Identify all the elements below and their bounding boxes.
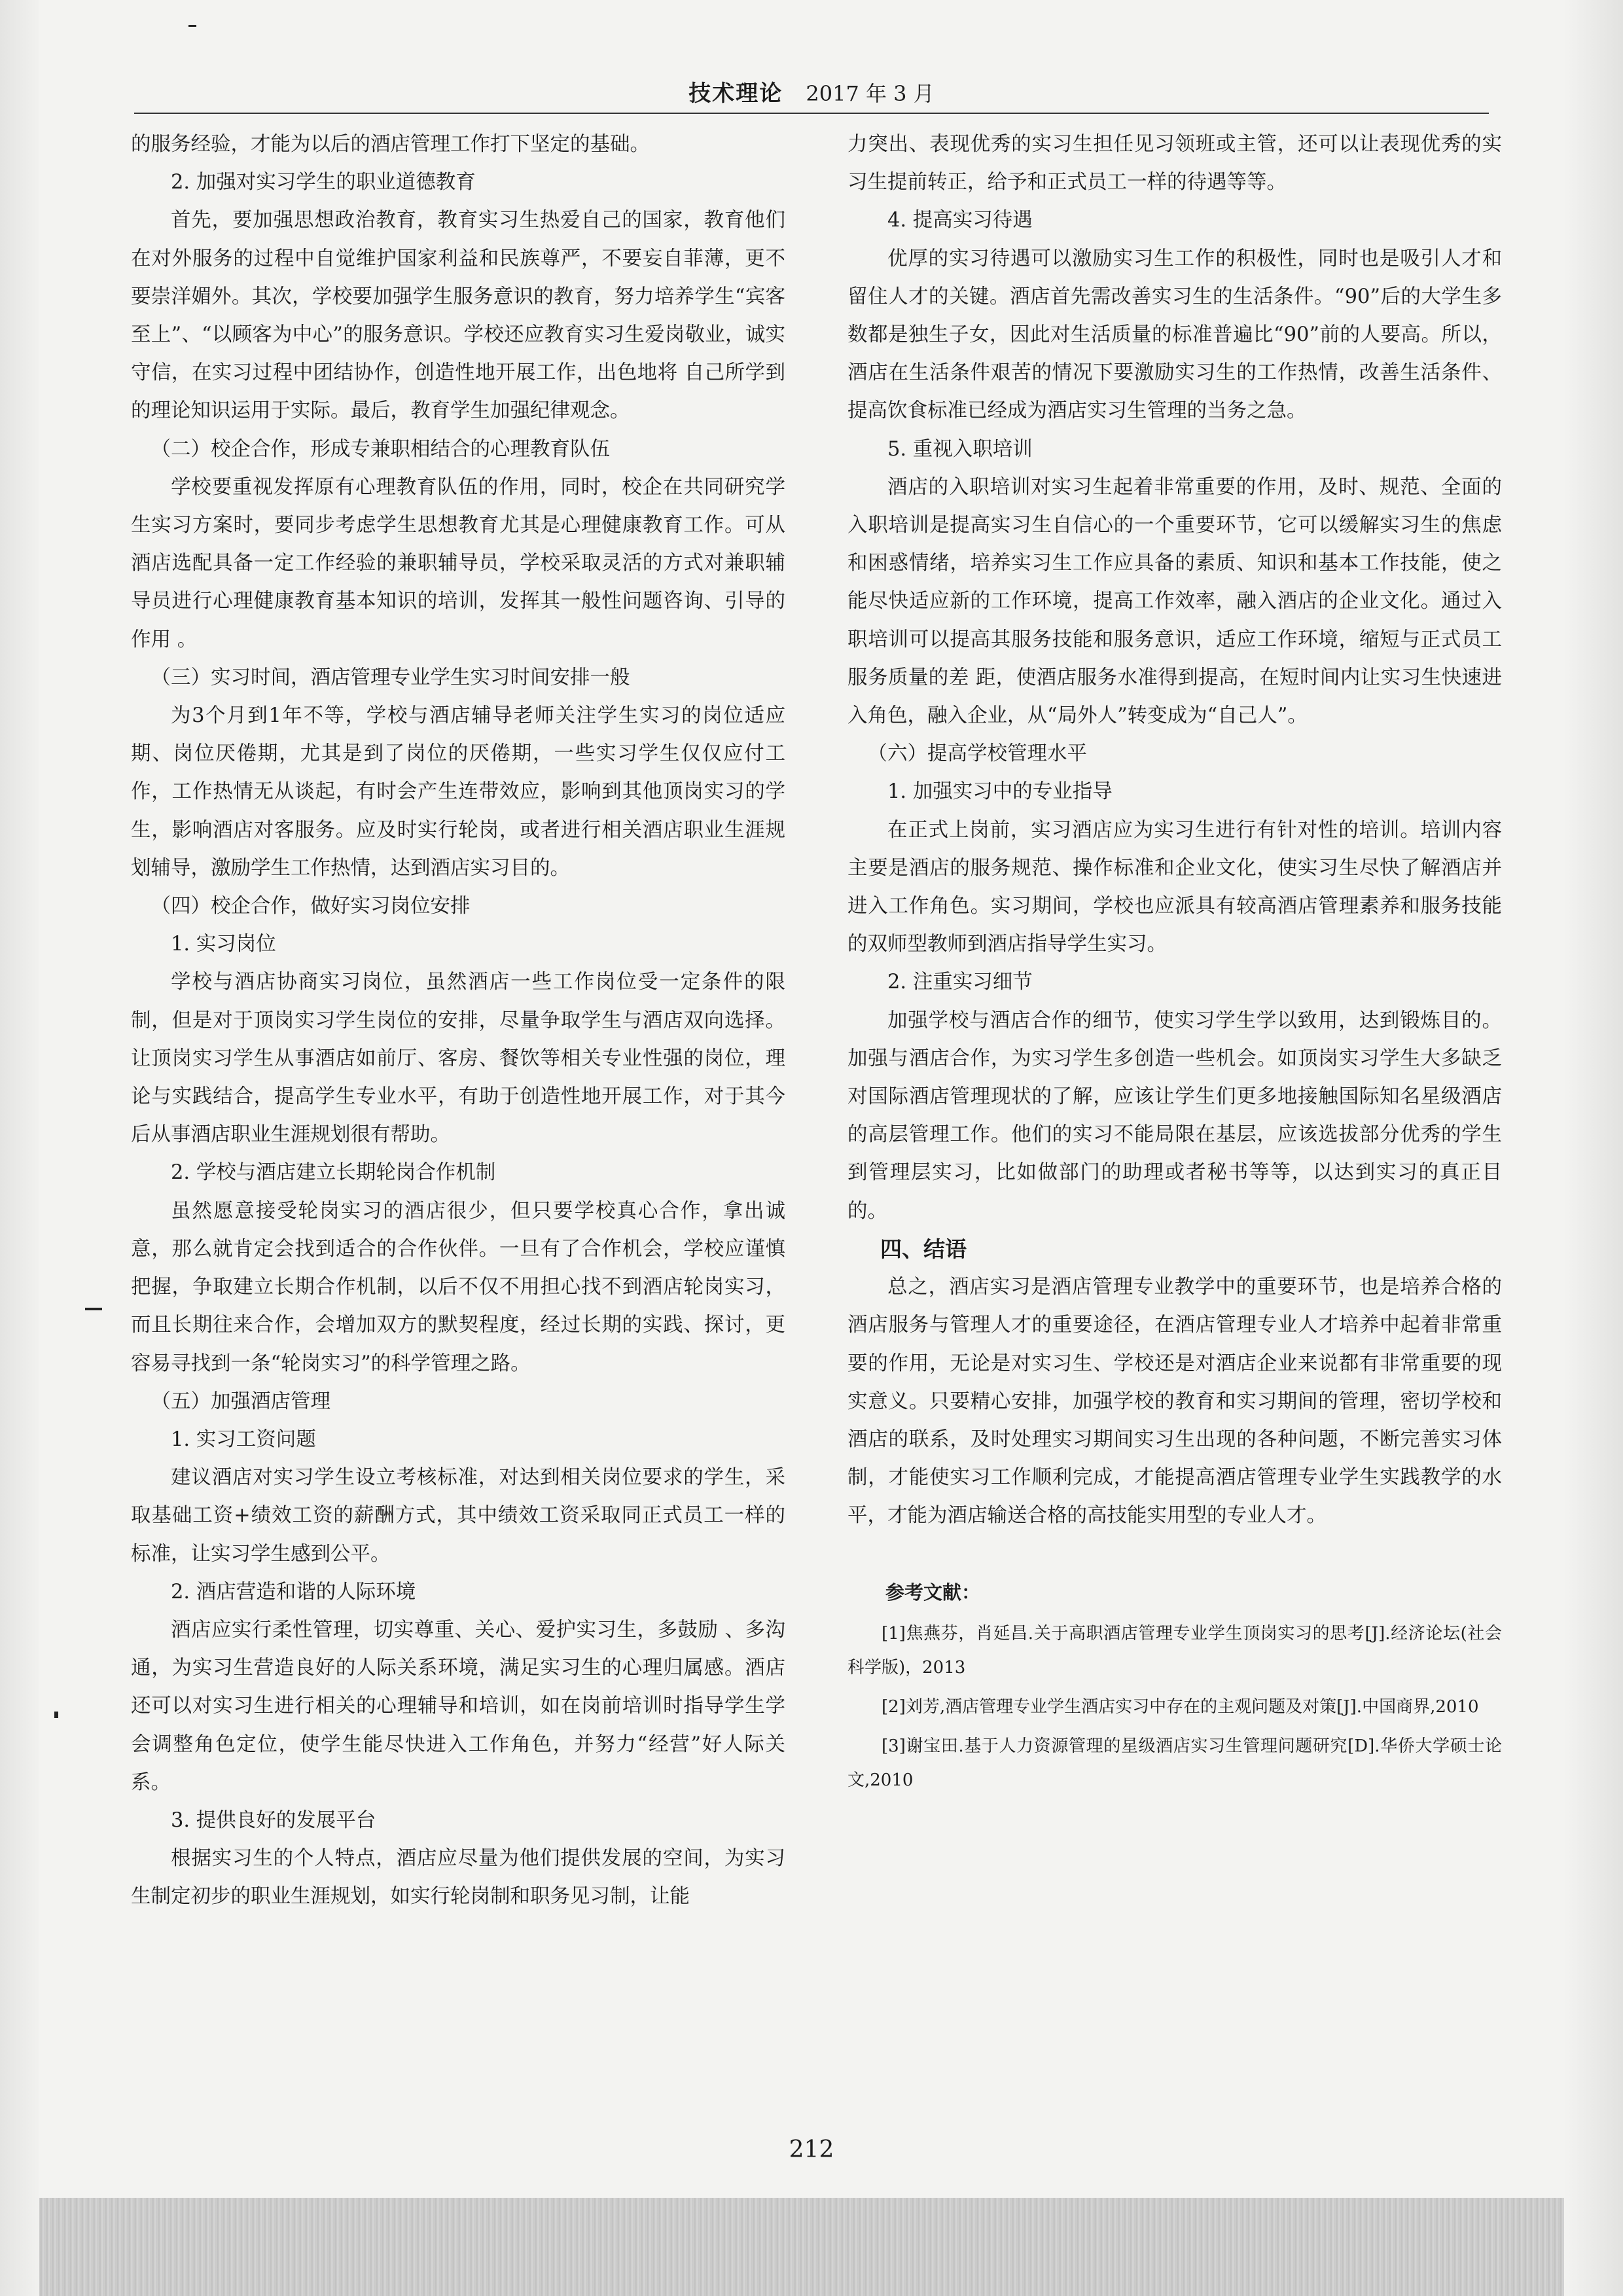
scan-speck [188,25,196,27]
subsection-heading: 1. 实习工资问题 [171,1427,316,1451]
body-paragraph: 总之，酒店实习是酒店管理专业教学中的重要环节，也是培养合格的酒店服务与管理人才的重要途径，在酒店管理专业人才培养中起着非常重要的作用，无论是对实习生、学校还是对酒店企业来说都有非常重要的现实意义。只要精心安排，加强学校的教育和实习期间的管理，密切学校和酒店的联系，及时处理实习期间实习生出现的各种问题，不断完善实习体制，才能使实习工作顺利完成，才能提高酒店管理专业学生实践教学的水平，才能为酒店输送合格的高技能实用型的专业人才。 [847,1276,1502,1528]
body-paragraph: 学校要重视发挥原有心理教育队伍的作用，同时，校企在共同研究学生实习方案时，要同步考虑学生思想教育尤其是心理健康教育工作。可从酒店选配具备一定工作经验的兼职辅导员，学校采取灵活的方式对兼职辅导员进行心理健康教育基本知识的培训，发挥其一般性问题咨询、引导的作用 。 [131,475,785,651]
subsection-heading: 3. 提供良好的发展平台 [171,1808,376,1832]
reference-item: [1]焦燕芬，肖延昌.关于高职酒店管理专业学生顶岗实习的思考[J].经济论坛(社会科学版)，2013 [847,1623,1502,1677]
body-paragraph: 虽然愿意接受轮岗实习的酒店很少，但只要学校真心合作，拿出诚意，那么就肯定会找到适合的合作伙伴。一旦有了合作机会，学校应谨慎把握，争取建立长期合作机制，以后不仅不用担心找不到酒店轮岗实习，而且长期往来合作，会增加双方的默契程度，经过长期的实践、探讨，更容易寻找到一条“轮岗实习”的科学管理之路。 [131,1199,785,1375]
subsection-heading: 2. 酒店营造和谐的人际环境 [171,1580,416,1604]
body-paragraph: 加强学校与酒店合作的细节，使实习学生学以致用，达到锻炼目的。加强与酒店合作，为实习学生多创造一些机会。如顶岗实习学生大多缺乏对国际酒店管理现状的了解，应该让学生们更多地接触国际知名星级酒店的高层管理工作。他们的实习不能局限在基层，应该选拔部分优秀的学生到管理层实习，比如做部门的助理或者秘书等等，以达到实习的真正目的。 [847,1009,1502,1223]
body-paragraph: 优厚的实习待遇可以激励实习生工作的积极性，同时也是吸引人才和留住人才的关键。酒店首先需改善实习生的生活条件。“90”后的大学生多数都是独生子女，因此对生活质量的标准普遍比“90”前的人要高。所以，酒店在生活条件艰苦的情况下要激励实习生的工作热情，改善生活条件、提高饮食标准已经成为酒店实习生管理的当务之急。 [847,247,1502,423]
scan-speck [54,1712,58,1718]
body-paragraph: 酒店应实行柔性管理，切实尊重、关心、爱护实习生，多鼓励 、多沟通，为实习生营造良好的人际关系环境，满足实习生的心理归属感。酒店还可以对实习生进行相关的心理辅导和培训，如在岗前培训时指导学生学会调整角色定位，使学生能尽快进入工作角色，并努力“经营”好人际关系。 [131,1618,785,1794]
subsection-heading: 2. 学校与酒店建立长期轮岗合作机制 [171,1161,496,1185]
section-heading: （六）提高学校管理水平 [867,742,1087,766]
subsection-heading: 5. 重视入职培训 [887,437,1033,461]
body-paragraph: 建议酒店对实习学生设立考核标准，对达到相关岗位要求的学生，采取基础工资+绩效工资的薪酬方式，其中绩效工资采取同正式员工一样的标准，让实习学生感到公平。 [131,1466,785,1566]
body-paragraph: 根据实习生的个人特点，酒店应尽量为他们提供发展的空间，为实习生制定初步的职业生涯规划，如实行轮岗制和职务见习制，让能 [131,1847,785,1909]
reference-item: [2]刘芳,酒店管理专业学生酒店实习中存在的主观问题及对策[J].中国商界,2010 [882,1696,1479,1717]
section-heading: （二）校企合作，形成专兼职相结合的心理教育队伍 [151,437,610,461]
right-column [847,126,1502,1797]
section-heading: （三）实习时间，酒店管理专业学生实习时间安排一般 [151,666,630,689]
references-title: 参考文献： [885,1581,981,1604]
header-rule [134,113,1489,114]
issue-date: 2017 年 3 月 [806,81,935,106]
left-column [131,126,785,1916]
subsection-heading: 2. 加强对实习学生的职业道德教育 [171,171,476,194]
continued-paragraph: 的服务经验，才能为以后的酒店管理工作打下坚定的基础。 [131,133,650,156]
journal-section-title: 技术理论 [688,81,783,107]
body-paragraph: 酒店的入职培训对实习生起着非常重要的作用，及时、规范、全面的入职培训是提高实习生自信心的一个重要环节，它可以缓解实习生的焦虑和困惑情绪，培养实习生工作应具备的素质、知识和基本工作技能，使之能尽快适应新的工作环境，提高工作效率，融入酒店的企业文化。通过入职培训可以提高其服务技能和服务意识，适应工作环境，缩短与正式员工服务质量的差 距，使酒店服务水准得到提高，在短时间内让实习生快速进入角色，融入企业，从“局外人”转变成为“自己人”。 [847,475,1502,728]
subsection-heading: 4. 提高实习待遇 [887,209,1033,232]
section-heading: （五）加强酒店管理 [151,1390,330,1413]
section-heading: （四）校企合作，做好实习岗位安排 [151,895,471,918]
continued-paragraph: 力突出、表现优秀的实习生担任见习领班或主管，还可以让表现优秀的实习生提前转正，给予和正式员工一样的待遇等等。 [847,133,1502,194]
body-paragraph: 首先，要加强思想政治教育，教育实习生热爱自己的国家，教育他们在对外服务的过程中自觉维护国家利益和民族尊严，不要妄自菲薄，更不要崇洋媚外。其次，学校要加强学生服务意识的教育，努力培养学生“宾客至上”、“以顾客为中心”的服务意识。学校还应教育实习生爱岗敬业，诚实守信，在实习过程中团结协作，创造性地开展工作，出色地将 自己所学到的理论知识运用于实际。最后，教育学生加强纪律观念。 [131,209,785,423]
reference-item: [3]谢宝田.基于人力资源管理的星级酒店实习生管理问题研究[D].华侨大学硕士论文,2010 [847,1736,1502,1790]
body-paragraph: 为3个月到1年不等，学校与酒店辅导老师关注学生实习的岗位适应期、岗位厌倦期，尤其是到了岗位的厌倦期，一些实习学生仅仅应付工作，工作热情无从谈起，有时会产生连带效应，影响到其他顶岗实习的学生，影响酒店对客服务。应及时实行轮岗，或者进行相关酒店职业生涯规划辅导，激励学生工作热情，达到酒店实习目的。 [131,704,785,880]
scan-bottom-stripe [39,2198,1564,2296]
scan-speck [85,1308,102,1310]
page-number: 212 [789,2136,834,2163]
scan-right-edge [1564,0,1623,2296]
chapter-heading: 四、结语 [880,1236,967,1262]
running-header [134,75,1489,115]
subsection-heading: 2. 注重实习细节 [887,971,1033,994]
subsection-heading: 1. 加强实习中的专业指导 [887,780,1113,804]
body-paragraph: 学校与酒店协商实习岗位，虽然酒店一些工作岗位受一定条件的限制，但是对于顶岗实习学生岗位的安排，尽量争取学生与酒店双向选择。让顶岗实习学生从事酒店如前厅、客房、餐饮等相关专业性强的岗位，理论与实践结合，提高学生专业水平，有助于创造性地开展工作，对于其今后从事酒店职业生涯规划很有帮助。 [131,971,785,1147]
scan-left-edge [0,0,39,2296]
body-paragraph: 在正式上岗前，实习酒店应为实习生进行有针对性的培训。培训内容主要是酒店的服务规范、操作标准和企业文化，使实习生尽快了解酒店并进入工作角色。实习期间，学校也应派具有较高酒店管理素养和服务技能的双师型教师到酒店指导学生实习。 [847,818,1502,956]
subsection-heading: 1. 实习岗位 [171,933,276,956]
